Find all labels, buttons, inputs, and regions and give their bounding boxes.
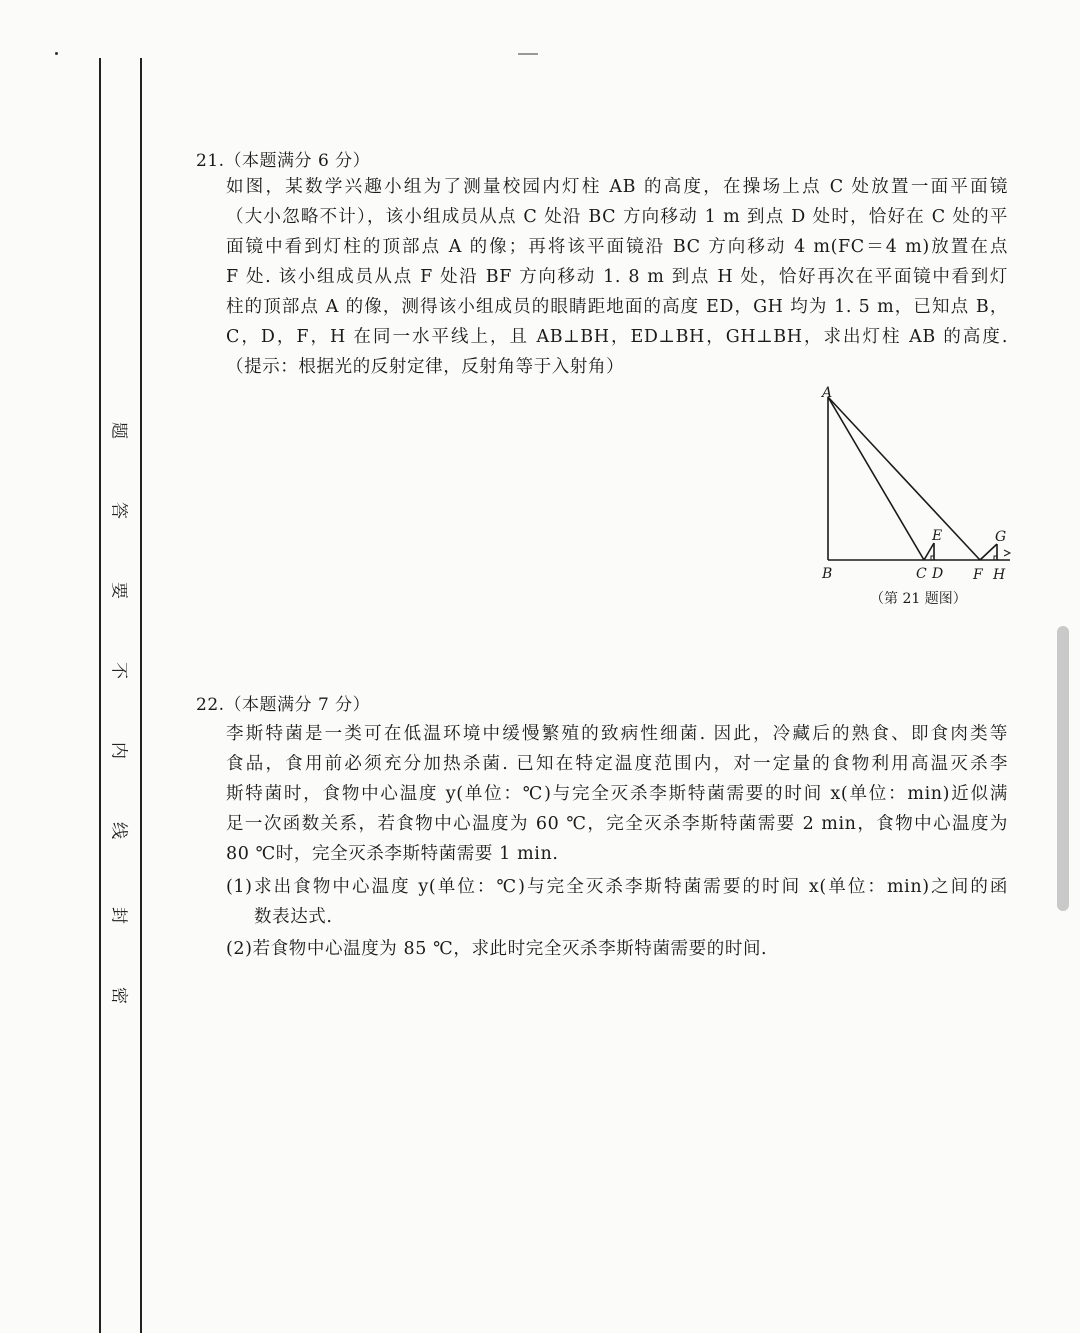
q21-line: 面镜中看到灯柱的顶部点 A 的像；再将该平面镜沿 BC 方向移动 4 m(FC＝4 m)放置在点 xyxy=(226,237,1008,257)
q22-part1 xyxy=(226,872,1008,932)
seal-char: 不 xyxy=(108,662,129,679)
scrollbar-thumb[interactable] xyxy=(1057,626,1069,911)
label-E: E xyxy=(932,528,943,544)
q21-hint: （提示：根据光的反射定律，反射角等于入射角） xyxy=(226,357,625,377)
label-G: G xyxy=(995,529,1007,545)
scan-dot xyxy=(55,52,58,55)
q22-body xyxy=(226,719,1008,869)
binding-line-inner xyxy=(140,58,142,1333)
label-F: F xyxy=(973,567,983,583)
seal-char: 题 xyxy=(108,422,129,439)
q21-line: （大小忽略不计），该小组成员从点 C 处沿 BC 方向移动 1 m 到点 D 处时，恰好在 C 处的平 xyxy=(226,207,1008,227)
q21-figure xyxy=(810,385,1030,610)
q21-line: F 处. 该小组成员从点 F 处沿 BF 方向移动 1. 8 m 到点 H 处，恰好再次在平面镜中看到灯 xyxy=(226,267,1008,287)
label-B: B xyxy=(822,566,833,582)
q21-line: C，D，F，H 在同一水平线上，且 AB⊥BH，ED⊥BH，GH⊥BH，求出灯柱 AB 的高度. xyxy=(226,327,1008,347)
q22-part1-line1: (1)求出食物中心温度 y(单位：℃)与完全灭杀李斯特菌需要的时间 x(单位：min)之间的函 xyxy=(226,877,1008,897)
q22-line: 80 ℃时，完全灭杀李斯特菌需要 1 min. xyxy=(226,844,559,864)
label-D: D xyxy=(932,566,944,582)
q21-header: 21.（本题满分 6 分） xyxy=(196,151,371,171)
q21-line: 如图，某数学兴趣小组为了测量校园内灯柱 AB 的高度，在操场上点 C 处放置一面平面镜 xyxy=(226,177,1008,197)
top-mark xyxy=(518,53,538,55)
q22-part2-line: (2)若食物中心温度为 85 ℃，求此时完全灭杀李斯特菌需要的时间. xyxy=(226,939,768,959)
q22-line: 李斯特菌是一类可在低温环境中缓慢繁殖的致病性细菌. 因此，冷藏后的熟食、即食肉类等 xyxy=(226,724,1008,744)
q22-line: 食品，食用前必须充分加热杀菌. 已知在特定温度范围内，对一定量的食物利用高温灭杀李 xyxy=(226,754,1008,774)
q22-line: 足一次函数关系，若食物中心温度为 60 ℃，完全灭杀李斯特菌需要 2 min，食物中心温度为 xyxy=(226,814,1008,834)
q21-line: 柱的顶部点 A 的像，测得该小组成员的眼睛距地面的高度 ED，GH 均为 1. 5 m，已知点 B， xyxy=(226,297,1008,317)
q22-header: 22.（本题满分 7 分） xyxy=(196,695,371,715)
q22-part1-line2: 数表达式. xyxy=(254,907,333,927)
seal-char: 答 xyxy=(108,502,129,519)
segment-CE xyxy=(924,543,934,560)
q21-body xyxy=(226,172,1008,382)
seal-char: 要 xyxy=(108,582,129,599)
seal-char: 内 xyxy=(108,742,129,759)
q22-part2 xyxy=(226,934,1008,964)
segment-AF xyxy=(828,397,980,560)
figure-caption: （第 21 题图） xyxy=(870,591,967,607)
seal-char: 线 xyxy=(108,822,129,839)
seal-char: 封 xyxy=(108,907,129,924)
binding-line-outer xyxy=(99,58,101,1333)
label-H: H xyxy=(993,567,1006,583)
label-A: A xyxy=(822,385,833,401)
seal-char: 密 xyxy=(108,987,129,1004)
label-C: C xyxy=(916,566,927,582)
segment-AC xyxy=(828,397,924,560)
q22-line: 斯特菌时，食物中心温度 y(单位：℃)与完全灭杀李斯特菌需要的时间 x(单位：min)近似满 xyxy=(226,784,1008,804)
tick-mark xyxy=(1004,550,1010,556)
